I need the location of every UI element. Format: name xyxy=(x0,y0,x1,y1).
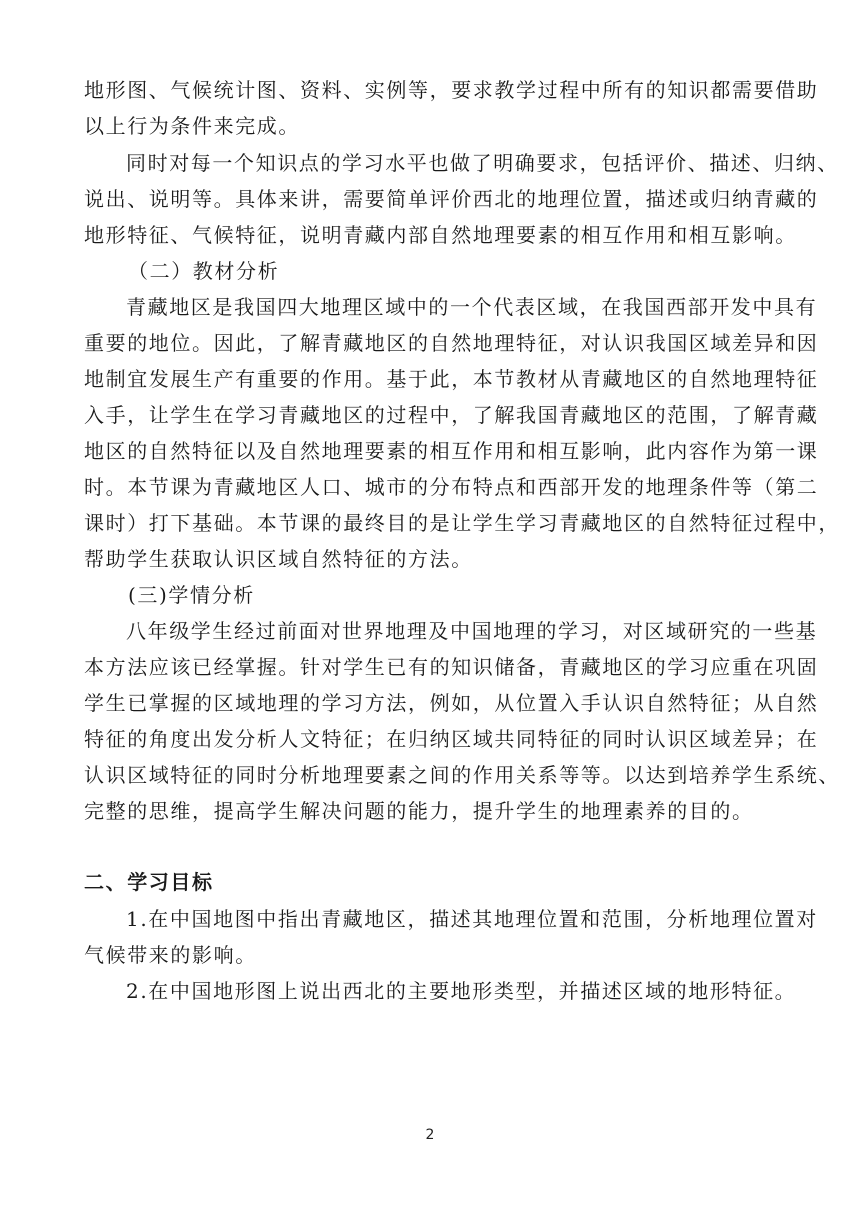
paragraph-line: 入手，让学生在学习青藏地区的过程中，了解我国青藏地区的范围，了解青藏 xyxy=(84,403,819,427)
paragraph-line: 课时）打下基础。本节课的最终目的是让学生学习青藏地区的自然特征过程中， xyxy=(84,511,840,535)
paragraph-line: 1.在中国地图中指出青藏地区，描述其地理位置和范围，分析地理位置对 xyxy=(126,907,818,931)
section-subheading: (三)学情分析 xyxy=(128,583,255,607)
paragraph-line: 帮助学生获取认识区域自然特征的方法。 xyxy=(84,547,473,571)
paragraph-line: 重要的地位。因此，了解青藏地区的自然地理特征，对认识我国区域差异和因 xyxy=(84,331,819,355)
paragraph-line: 认识区域特征的同时分析地理要素之间的作用关系等等。以达到培养学生系统、 xyxy=(84,763,840,787)
paragraph-line: 2.在中国地形图上说出西北的主要地形类型，并描述区域的地形特征。 xyxy=(126,979,797,1003)
paragraph-line: 特征的角度出发分析人文特征；在归纳区域共同特征的同时认识区域差异；在 xyxy=(84,727,819,751)
paragraph-line: 地形图、气候统计图、资料、实例等，要求教学过程中所有的知识都需要借助 xyxy=(84,78,819,102)
paragraph-line: 本方法应该已经掌握。针对学生已有的知识储备，青藏地区的学习应重在巩固 xyxy=(84,655,819,679)
paragraph-line: 同时对每一个知识点的学习水平也做了明确要求，包括评价、描述、归纳、 xyxy=(126,151,839,175)
page-number: 2 xyxy=(425,1127,435,1143)
paragraph-line: 青藏地区是我国四大地理区域中的一个代表区域，在我国西部开发中具有 xyxy=(126,295,818,319)
section-heading: 二、学习目标 xyxy=(84,870,214,894)
paragraph-line: 以上行为条件来完成。 xyxy=(84,114,300,138)
paragraph-line: 气候带来的影响。 xyxy=(84,943,257,967)
section-subheading: （二）教材分析 xyxy=(128,259,280,283)
paragraph-line: 地制宜发展生产有重要的作用。基于此，本节教材从青藏地区的自然地理特征 xyxy=(84,367,819,391)
paragraph-line: 地形特征、气候特征，说明青藏内部自然地理要素的相互作用和相互影响。 xyxy=(84,223,797,247)
paragraph-line: 说出、说明等。具体来讲，需要简单评价西北的地理位置，描述或归纳青藏的 xyxy=(84,187,819,211)
paragraph-line: 地区的自然特征以及自然地理要素的相互作用和相互影响，此内容作为第一课 xyxy=(84,439,819,463)
paragraph-line: 八年级学生经过前面对世界地理及中国地理的学习，对区域研究的一些基 xyxy=(126,619,818,643)
paragraph-line: 学生已掌握的区域地理的学习方法，例如，从位置入手认识自然特征；从自然 xyxy=(84,691,819,715)
paragraph-line: 时。本节课为青藏地区人口、城市的分布特点和西部开发的地理条件等（第二 xyxy=(84,475,819,499)
paragraph-line: 完整的思维，提高学生解决问题的能力，提升学生的地理素养的目的。 xyxy=(84,799,754,823)
